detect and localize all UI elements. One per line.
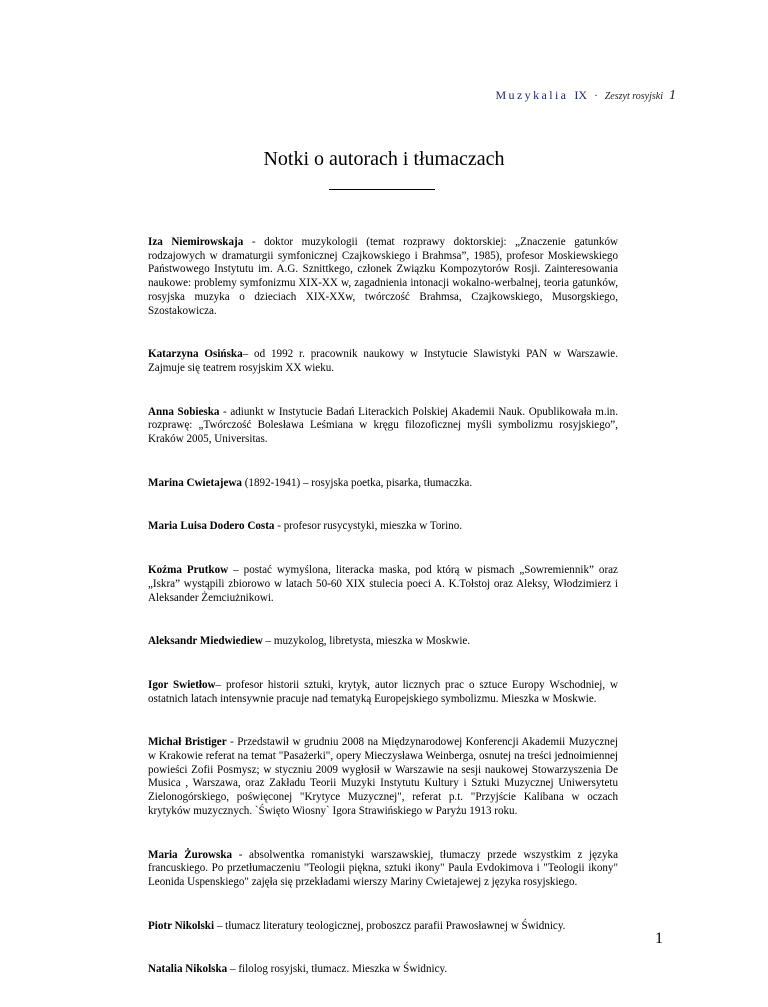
author-description: – muzykolog, libretysta, mieszka w Moskwie. bbox=[262, 635, 471, 648]
author-description: (1892-1941) – rosyjska poetka, pisarka, tłumaczka. bbox=[241, 476, 473, 489]
author-description: - absolwentka romanistyki warszawskiej, tłumaczy przede wszystkim z języka francuskiego. Po przetłumaczeniu "Teologii piękna, sztuki ikony" Paula Evdokimova i "Teologii ikony" Leonida Uspenskiego" zajęła się przekładami wierszy Mariny Cwietajewej z języka rosyjskiego. bbox=[148, 848, 619, 888]
author-name: Igor Swietłow bbox=[148, 678, 216, 691]
author-name: Marina Cwietajewa bbox=[148, 476, 242, 489]
header-separator: · bbox=[594, 90, 598, 102]
title-underline bbox=[329, 189, 435, 190]
author-name: Iza Niemirowskaja bbox=[148, 236, 244, 248]
author-name: Koźma Prutkow bbox=[148, 564, 229, 577]
issue-number: 1 bbox=[669, 88, 676, 103]
author-name: Michał Bristiger bbox=[148, 736, 227, 749]
author-entry bbox=[148, 406, 618, 447]
author-description: - adiunkt w Instytucie Badań Literackich Polskiej Akademii Nauk. Opublikowała m.in. rozprawę: „Twórczość Bolesława Leśmiana w kręgu filozoficznej myśli symbolizmu rosyjskiego”, Kraków 2005, Universitas. bbox=[148, 405, 618, 446]
author-entry bbox=[148, 564, 618, 605]
author-name: Maria Luisa Dodero Costa bbox=[148, 520, 275, 533]
author-name: Natalia Nikolska bbox=[148, 963, 228, 976]
author-notes bbox=[148, 236, 618, 1007]
author-entry bbox=[148, 920, 618, 934]
author-description: – profesor historii sztuki, krytyk, autor licznych prac o sztuce Europy Wschodniej, w ostatnich latach intensywnie pracuje nad tematyką Europejskiego symbolizmu. Mieszka w Moskwie. bbox=[148, 678, 618, 705]
page-title: Notki o autorach i tłumaczach bbox=[263, 148, 505, 170]
author-description: – od 1992 r. pracownik naukowy w Instytucie Slawistyki PAN w Warszawie. Zajmuje się teatrem rosyjskim XX wieku. bbox=[148, 348, 618, 374]
author-description: - doktor muzykologii (temat rozprawy doktorskiej: „Znaczenie gatunków rodzajowych w dramaturgii symfonicznej Czajkowskiego i Brahmsa”, 1985), profesor Moskiewskiego Państwowego Instytutu im. A.G. Sznittkego, członek Związku Kompozytorów Rosji. Zainteresowania naukowe: problemy symfonizmu XIX-XX w, zagadnienia intonacji wokalno-werbalnej, teoria gatunków, rosyjska muzyka o dzieciach XIX-XXw, twórczość Brahmsa, Czajkowskiego, Musorgskiego, Szostakowicza. bbox=[148, 236, 618, 317]
journal-name: Muzykalia bbox=[495, 88, 569, 102]
author-description: - Przedstawił w grudniu 2008 na Międzynarodowej Konferencji Akademii Muzycznej w Krakowie referat na temat "Pasażerki", opery Mieczysława Weinberga, osnutej na treści jednoimiennej powieści Zofii Posmysz; w styczniu 2009 wygłosił w Warszawie na sesji naukowej Stowarzyszenia De Musica , Warszawa, oraz Zakładu Teorii Muzyki Instytutu Kultury i Sztuki Muzycznej Uniwersytetu Zielonogórskiego, poświęconej "Krytyce Muzycznej", referat p.t. "Przyjście Kalibana w oczach krytyków muzycznych. `Święto Wiosny` Igora Strawińskiego w Paryżu 1913 roku. bbox=[148, 736, 618, 817]
author-name: Piotr Nikolski bbox=[148, 919, 215, 932]
page-number: 1 bbox=[655, 930, 663, 947]
author-description: – tłumacz literatury teologicznej, proboszcz parafii Prawosławnej w Świdnicy. bbox=[214, 919, 566, 932]
issue-title: Zeszyt rosyjski bbox=[604, 91, 663, 102]
author-name: Maria Żurowska bbox=[148, 848, 233, 861]
author-entry bbox=[148, 477, 618, 491]
author-entry bbox=[148, 348, 618, 375]
author-entry bbox=[148, 679, 618, 706]
author-entry bbox=[148, 849, 618, 890]
author-name: Aleksandr Miedwiediew bbox=[148, 635, 263, 648]
author-entry bbox=[148, 520, 618, 534]
author-entry bbox=[148, 736, 618, 818]
author-description: - profesor rusycystyki, mieszka w Torino. bbox=[274, 520, 463, 533]
author-description: – filolog rosyjski, tłumacz. Mieszka w Świdnicy. bbox=[227, 963, 448, 976]
author-name: Katarzyna Osińska bbox=[148, 348, 243, 361]
author-entry bbox=[148, 236, 618, 318]
journal-volume: IX bbox=[574, 88, 588, 102]
author-description: – postać wymyślona, literacka maska, pod którą w pismach „Sowremiennik” oraz „Iskra” wystąpili zbiorowo w latach 50-60 XIX stulecia poeci A. K.Tołstoj oraz Aleksy, Włodzimierz i Aleksander Żemciużnikowi. bbox=[148, 564, 618, 604]
author-entry bbox=[148, 635, 618, 649]
author-name: Anna Sobieska bbox=[148, 405, 220, 418]
running-head bbox=[495, 86, 676, 104]
author-entry bbox=[148, 963, 618, 977]
